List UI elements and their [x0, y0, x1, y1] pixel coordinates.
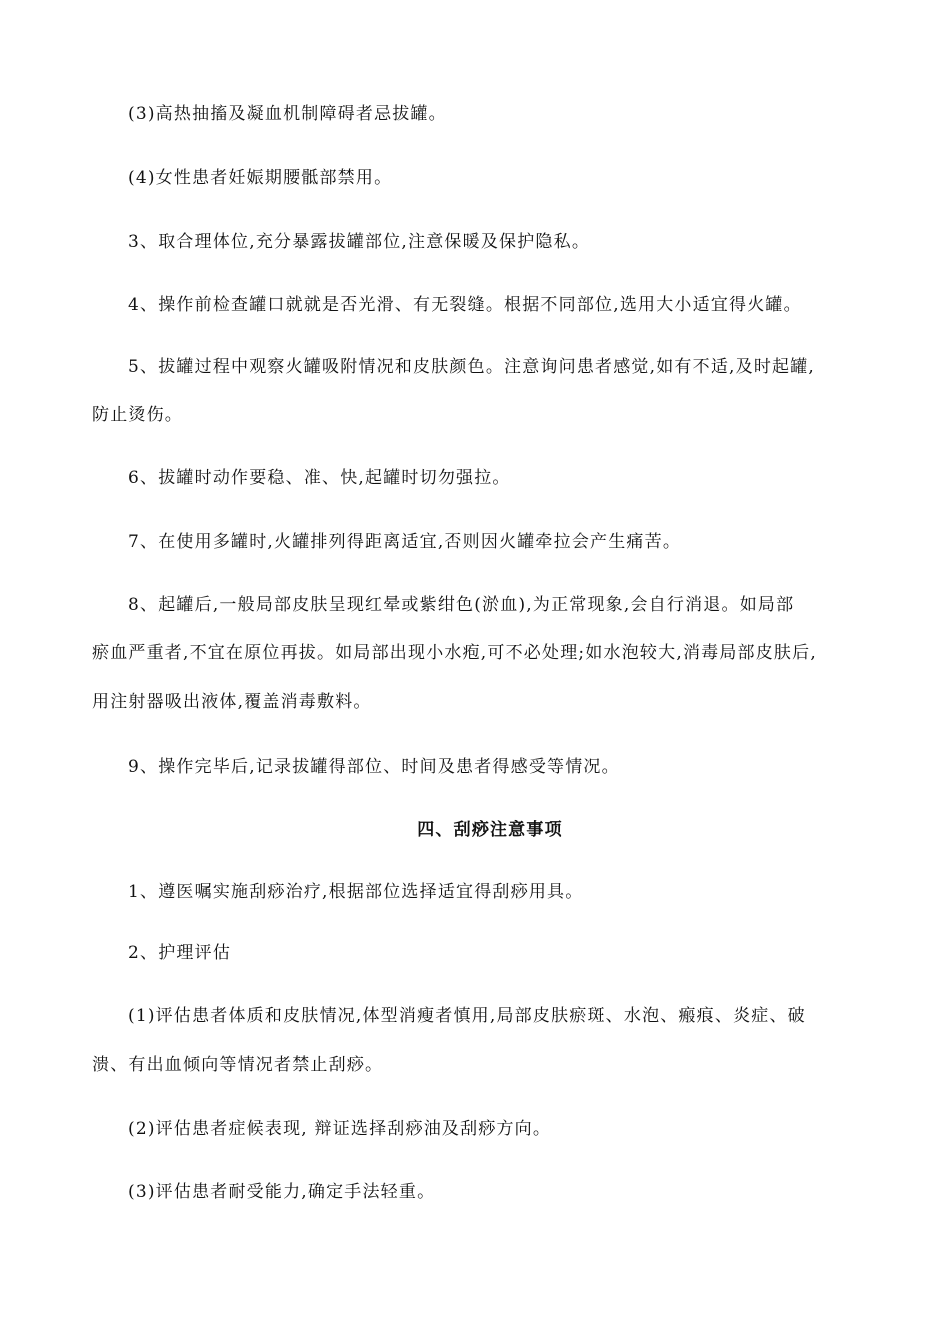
paragraph-contraindication-4: (4)女性患者妊娠期腰骶部禁用。	[128, 168, 393, 188]
paragraph-item-5: 5、拔罐过程中观察火罐吸附情况和皮肤颜色。注意询问患者感觉,如有不适,及时起罐,	[128, 357, 816, 377]
paragraph-guasha-2: 2、护理评估	[128, 943, 232, 963]
paragraph-item-4: 4、操作前检查罐口就就是否光滑、有无裂缝。根据不同部位,选用大小适宜得火罐。	[128, 295, 802, 315]
paragraph-item-6: 6、拔罐时动作要稳、准、快,起罐时切勿强拉。	[128, 468, 511, 488]
paragraph-item-3: 3、取合理体位,充分暴露拔罐部位,注意保暖及保护隐私。	[128, 232, 591, 252]
paragraph-item-7: 7、在使用多罐时,火罐排列得距离适宜,否则因火罐牵拉会产生痛苦。	[128, 532, 682, 552]
section-heading-guasha: 四、刮痧注意事项	[417, 820, 563, 840]
paragraph-assessment-1: (1)评估患者体质和皮肤情况,体型消瘦者慎用,局部皮肤瘀斑、水泡、瘢痕、炎症、破	[128, 1006, 806, 1026]
paragraph-guasha-1: 1、遵医嘱实施刮痧治疗,根据部位选择适宜得刮痧用具。	[128, 882, 584, 902]
paragraph-assessment-1-continued: 溃、有出血倾向等情况者禁止刮痧。	[92, 1055, 384, 1075]
paragraph-assessment-3: (3)评估患者耐受能力,确定手法轻重。	[128, 1182, 436, 1202]
paragraph-item-9: 9、操作完毕后,记录拔罐得部位、时间及患者得感受等情况。	[128, 757, 620, 777]
paragraph-item-8-continued-2: 用注射器吸出液体,覆盖消毒敷料。	[92, 692, 372, 712]
paragraph-item-8-continued-1: 瘀血严重者,不宜在原位再拔。如局部出现小水疱,可不必处理;如水泡较大,消毒局部皮肤后,	[92, 643, 817, 663]
paragraph-item-8: 8、起罐后,一般局部皮肤呈现红晕或紫绀色(淤血),为正常现象,会自行消退。如局部	[128, 595, 795, 615]
paragraph-assessment-2: (2)评估患者症候表现, 辩证选择刮痧油及刮痧方向。	[128, 1119, 552, 1139]
paragraph-contraindication-3: (3)高热抽搐及凝血机制障碍者忌拔罐。	[128, 104, 447, 124]
paragraph-item-5-continued: 防止烫伤。	[92, 405, 183, 425]
